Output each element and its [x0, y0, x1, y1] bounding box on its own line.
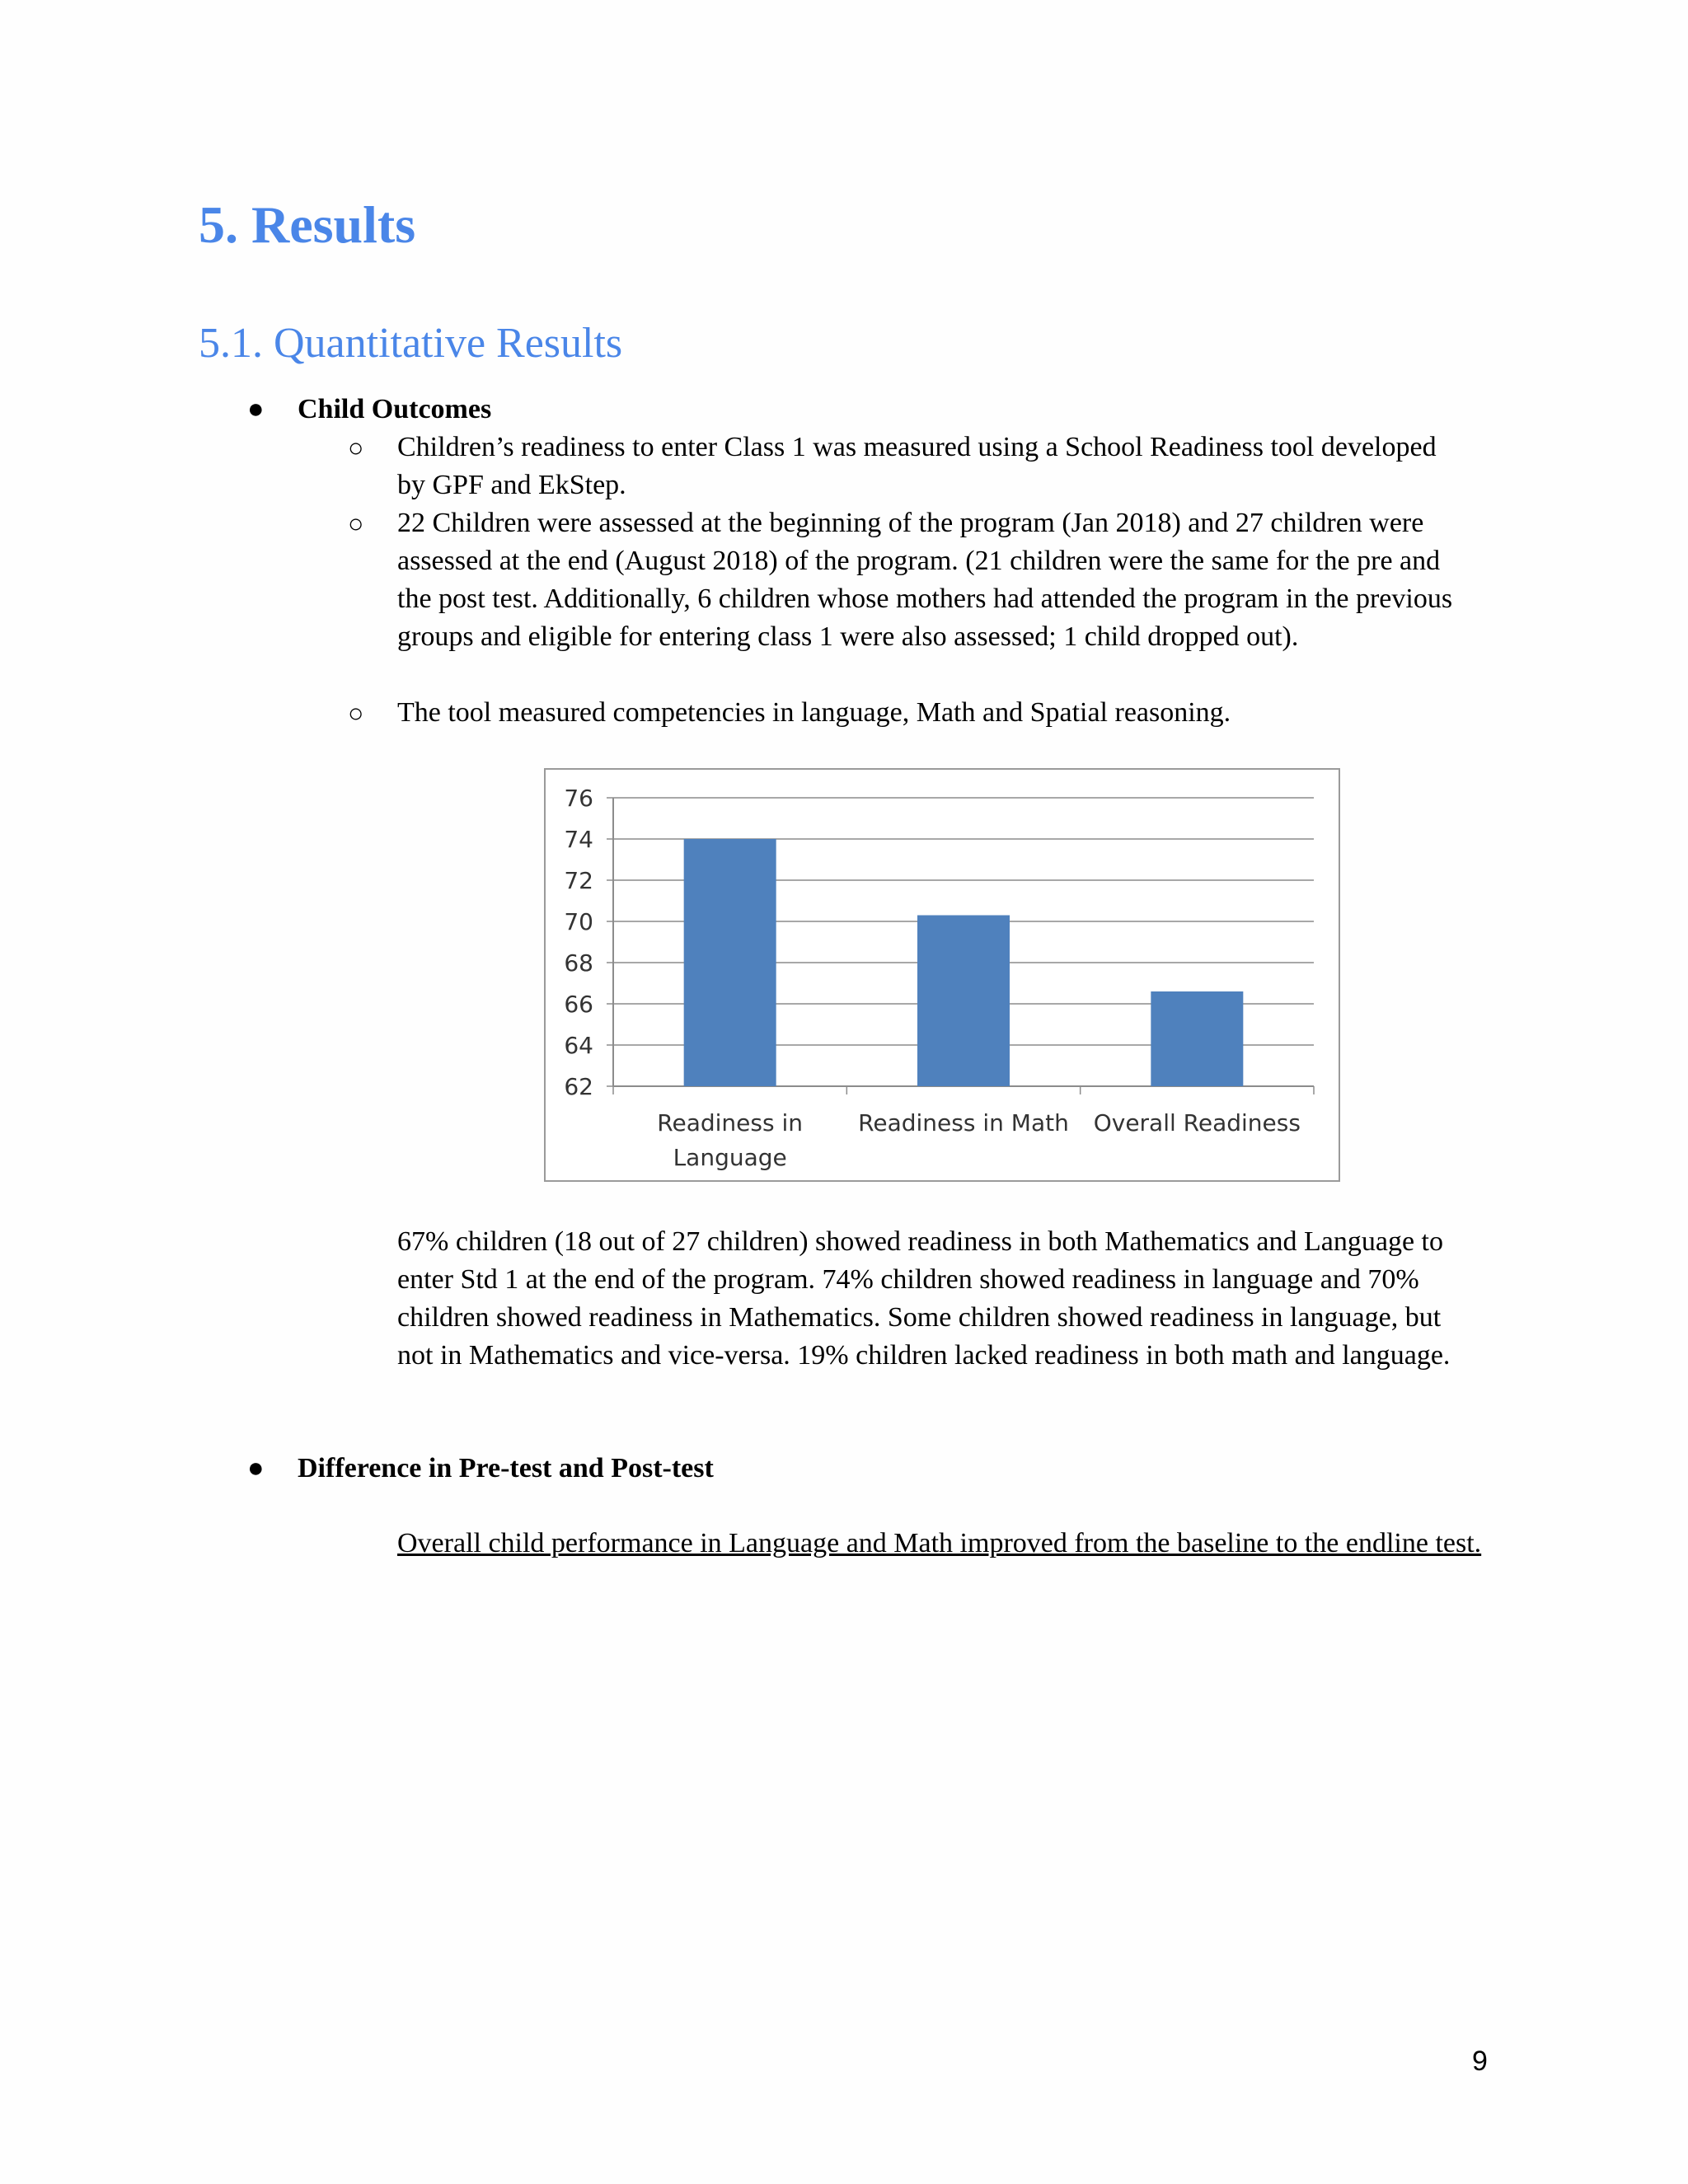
child-outcomes-title: Child Outcomes — [298, 394, 492, 424]
sub-bullet-icon: ○ — [348, 698, 364, 728]
bar — [1151, 991, 1243, 1086]
readiness-bar-chart — [544, 768, 1340, 1182]
y-tick-label: 68 — [564, 949, 593, 977]
x-tick-label: Overall Readiness — [1093, 1109, 1301, 1137]
y-tick-label: 66 — [564, 991, 593, 1018]
y-tick-label: 74 — [564, 826, 593, 853]
x-tick-label: Language — [673, 1144, 787, 1171]
x-tick-label: Readiness in Math — [858, 1109, 1069, 1137]
list-item: The tool measured competencies in language, Math and Spatial reasoning. — [397, 697, 1231, 728]
subsection-heading: 5.1. Quantitative Results — [199, 320, 623, 367]
difference-title: Difference in Pre-test and Post-test — [298, 1453, 714, 1483]
y-tick-label: 76 — [564, 785, 593, 812]
y-tick-label: 72 — [564, 867, 593, 894]
sub-bullet-icon: ○ — [348, 509, 364, 538]
sub-bullet-icon: ○ — [348, 433, 364, 462]
bar — [684, 839, 776, 1086]
bullet-icon: ● — [247, 394, 265, 424]
bullet-icon: ● — [247, 1453, 265, 1483]
summary-paragraph: 67% children (18 out of 27 children) showed readiness in both Mathematics and Language to enter Std 1 at the end of the program. 74% children showed readiness in language and 70% children showed readiness in Mathematics. Some children showed readiness in language, but not in Mathematics and vice-versa. 19% children lacked readiness in both math and language. — [397, 1226, 1451, 1371]
chart-svg — [546, 770, 1339, 1180]
y-tick-label: 64 — [564, 1032, 593, 1059]
bar — [917, 916, 1010, 1087]
list-item: 22 Children were assessed at the beginning of the program (Jan 2018) and 27 children were assessed at the end (August 2018) of the program. (21 children were the same for the pre and the post test. Additionally, 6 children whose mothers had attended the program in the previous groups and eligible for entering class 1 were also assessed; 1 child dropped out). — [397, 508, 1453, 652]
y-tick-label: 70 — [564, 908, 593, 935]
x-tick-label: Readiness in — [657, 1109, 804, 1137]
difference-paragraph: Overall child performance in Language and Math improved from the baseline to the endline test. — [397, 1528, 1482, 1558]
page-number: 9 — [1472, 2046, 1488, 2077]
section-heading: 5. Results — [199, 195, 416, 254]
y-tick-label: 62 — [564, 1073, 593, 1100]
list-item: Children’s readiness to enter Class 1 was measured using a School Readiness tool developed by GPF and EkStep. — [397, 432, 1437, 500]
